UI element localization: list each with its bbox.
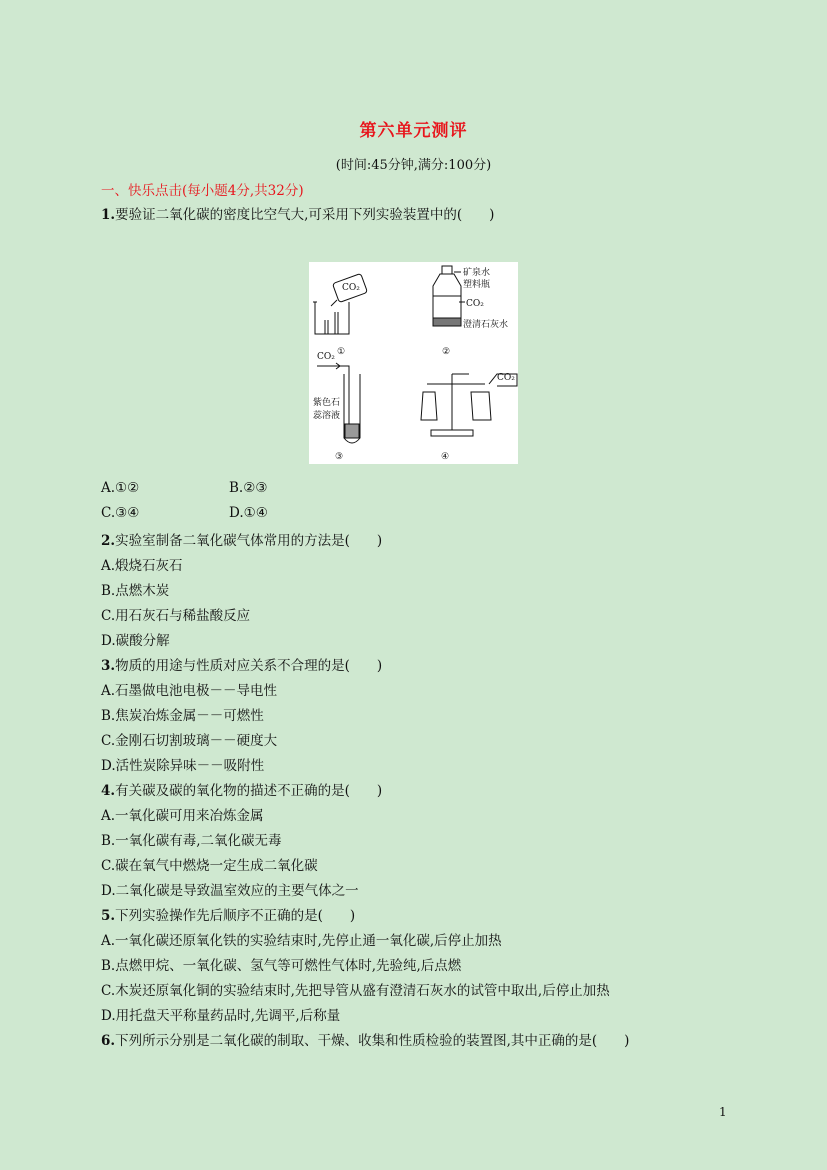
option-c: C.金刚石切割玻璃－－硬度大: [101, 733, 278, 749]
option-d: D.用托盘天平称量药品时,先调平,后称量: [101, 1008, 341, 1024]
option-d: D.①④: [229, 505, 268, 521]
option-d: D.活性炭除异味－－吸附性: [101, 758, 265, 774]
option-c: C.用石灰石与稀盐酸反应: [101, 608, 251, 624]
co2-label-4: CO₂: [497, 373, 515, 383]
option-c: C.木炭还原氧化铜的实验结束时,先把导管从盛有澄清石灰水的试管中取出,后停止加热: [101, 983, 610, 999]
option-b: B.②③: [229, 480, 268, 496]
option-a: A.一氧化碳可用来冶炼金属: [101, 808, 264, 824]
apparatus-diagram: [309, 262, 518, 464]
apparatus-2: [433, 266, 465, 326]
option-b: B.焦炭冶炼金属－－可燃性: [101, 708, 264, 724]
co2-label-2: CO₂: [466, 299, 484, 309]
question-stem: 下列实验操作先后顺序不正确的是( ): [115, 908, 356, 924]
figure-label-4: ④: [441, 452, 450, 462]
question-3: [101, 654, 382, 674]
co2-label-1: CO₂: [342, 283, 360, 293]
page-subtitle: (时间:45分钟,满分:100分): [335, 158, 492, 173]
option-a: A.石墨做电池电极－－导电性: [101, 683, 278, 699]
question-number: 4.: [101, 783, 116, 799]
question-stem: 有关碳及碳的氧化物的描述不正确的是( ): [115, 783, 383, 799]
option-a: A.一氧化碳还原氧化铁的实验结束时,先停止通一氧化碳,后停止加热: [101, 933, 502, 949]
question-stem: 要验证二氧化碳的密度比空气大,可采用下列实验装置中的( ): [115, 207, 495, 223]
experiment-figure: [309, 262, 518, 464]
question-stem: 下列所示分别是二氧化碳的制取、干燥、收集和性质检验的装置图,其中正确的是( ): [115, 1033, 630, 1049]
question-stem: 实验室制备二氧化碳气体常用的方法是( ): [115, 533, 383, 549]
limewater-label: 澄清石灰水: [463, 320, 509, 330]
page-title: 第六单元测评: [359, 121, 468, 141]
question-6: [101, 1029, 629, 1049]
co2-label-3: CO₂: [317, 352, 335, 362]
question-5: [101, 904, 355, 924]
page-number: 1: [719, 1105, 727, 1119]
figure-label-3: ③: [335, 452, 344, 462]
litmus-label-2: 蕊溶液: [313, 411, 341, 421]
option-d: D.二氧化碳是导致温室效应的主要气体之一: [101, 883, 359, 899]
question-2: [101, 529, 382, 549]
figure-label-1: ①: [337, 347, 346, 357]
question-number: 6.: [101, 1033, 116, 1049]
option-b: B.点燃甲烷、一氧化碳、氢气等可燃性气体时,先验纯,后点燃: [101, 958, 462, 974]
bottle-label-2: 塑料瓶: [463, 280, 491, 290]
option-a: A.煅烧石灰石: [101, 558, 183, 574]
figure-label-2: ②: [442, 347, 451, 357]
option-a: A.①②: [101, 480, 140, 496]
question-number: 5.: [101, 908, 116, 924]
question-1: [101, 203, 494, 223]
litmus-label-1: 紫色石: [313, 398, 341, 408]
apparatus-4: [421, 374, 517, 436]
question-number: 2.: [101, 533, 116, 549]
option-b: B.一氧化碳有毒,二氧化碳无毒: [101, 833, 282, 849]
option-d: D.碳酸分解: [101, 633, 170, 649]
question-number: 3.: [101, 658, 116, 674]
question-stem: 物质的用途与性质对应关系不合理的是( ): [115, 658, 383, 674]
option-c: C.③④: [101, 505, 140, 521]
section-heading: 一、快乐点击(每小题4分,共32分): [101, 183, 304, 199]
bottle-label-1: 矿泉水: [463, 268, 491, 278]
option-c: C.碳在氧气中燃烧一定生成二氧化碳: [101, 858, 318, 874]
option-b: B.点燃木炭: [101, 583, 170, 599]
question-number: 1.: [101, 207, 116, 223]
question-4: [101, 779, 382, 799]
